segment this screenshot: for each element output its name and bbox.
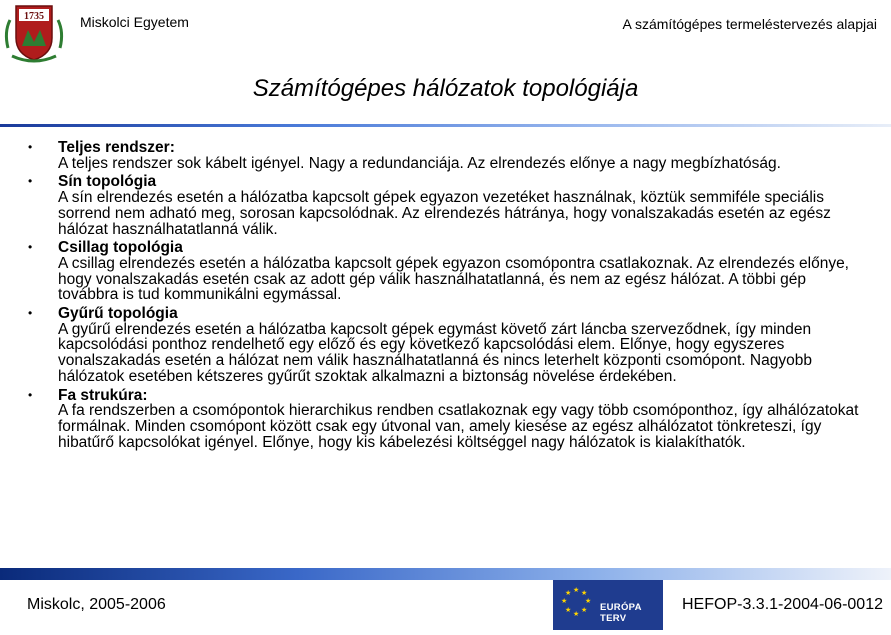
list-item: [28, 388, 868, 451]
footer-project-code: HEFOP-3.3.1-2004-06-0012: [682, 596, 883, 613]
bullet-icon: •: [28, 387, 33, 402]
svg-text:★: ★: [573, 586, 580, 594]
svg-text:★: ★: [561, 597, 568, 605]
footer-location: Miskolc, 2005-2006: [27, 596, 166, 613]
eu-stars-icon: [553, 580, 599, 630]
crest-year-text: 1735: [24, 11, 44, 22]
item-heading: Csillag topológia: [58, 239, 183, 257]
svg-text:★: ★: [565, 589, 572, 597]
europa-terv-logo: [553, 580, 663, 630]
item-body: A fa rendszerben a csomópontok hierarchikus rendben csatlakoznak egy vagy több csomóponthoz, így alhálózatokat formálnak. Minden csomópont között csak egy útvonal van, amely kiesése az egész alhálózatot tönkreteszi, így hibatűrő kapcsolókat igényel. Előnye, hogy kis kábelezési költséggel nagy hálózatok is kialakíthatók.: [58, 402, 859, 451]
svg-text:★: ★: [581, 589, 588, 597]
item-body: A csillag elrendezés esetén a hálózatba kapcsolt gépek egyazon csomópontra csatlakoznak. Az elrendezés előnye, hogy vonalszakadás esetén csak az adott gép válik használhatatlanná, és nem az egész hálózat. A többi gép továbbra is tud kommunikálni egymással.: [58, 254, 849, 304]
item-heading: Gyűrű topológia: [58, 305, 178, 323]
item-heading: Sín topológia: [58, 173, 157, 191]
bullet-icon: •: [28, 240, 33, 255]
svg-text:★: ★: [573, 610, 580, 618]
eu-logo-label: EURÓPA TERV: [600, 602, 642, 624]
header-course: A számítógépes termeléstervezés alapjai: [622, 16, 877, 32]
bullet-icon: •: [28, 306, 33, 321]
item-body: A sín elrendezés esetén a hálózatba kapcsolt gépek egyazon vezetéket használnak, köztük semmiféle speciális sorrend nem adható meg, sorosan kapcsolódnak. Az elrendezés hátránya, hogy vonalszakadás esetén az egész hálózat használhatatlanná válik.: [58, 189, 831, 238]
item-body: A teljes rendszer sok kábelt igényel. Nagy a redundanciája. Az elrendezés előnye a nagy megbízhatóság.: [58, 154, 781, 172]
item-heading: Fa strukúra:: [58, 386, 148, 404]
university-crest-icon: [2, 2, 66, 66]
item-heading: Teljes rendszer:: [58, 139, 175, 156]
header-divider: [0, 124, 891, 127]
svg-text:★: ★: [565, 606, 572, 614]
item-body: A gyűrű elrendezés esetén a hálózatba kapcsolt gépek egymást követő zárt láncba szerveződnek, így minden kapcsolódási ponthoz rendelhető egy előző és egy következő kapcsolódási elem. Előnye, hogy egyszeres vonalszakadás esetén a hálózat nem válik használhatatlanná és nincs leterhelt központi csomópont. Nagyobb hálózatok esetében kétszeres gyűrűt szoktak alkalmazni a biztonság növelése érdekében.: [58, 320, 812, 385]
header-university: Miskolci Egyetem: [80, 14, 189, 30]
svg-text:★: ★: [585, 597, 592, 605]
bullet-icon: •: [28, 140, 33, 154]
list-item: [28, 240, 868, 303]
list-item: [28, 306, 868, 385]
footer-divider: [0, 568, 891, 580]
topology-list: [28, 140, 868, 450]
list-item: [28, 140, 868, 171]
svg-text:★: ★: [581, 606, 588, 614]
bullet-icon: •: [28, 174, 33, 189]
page-title: Számítógépes hálózatok topológiája: [252, 75, 639, 102]
list-item: [28, 174, 868, 237]
